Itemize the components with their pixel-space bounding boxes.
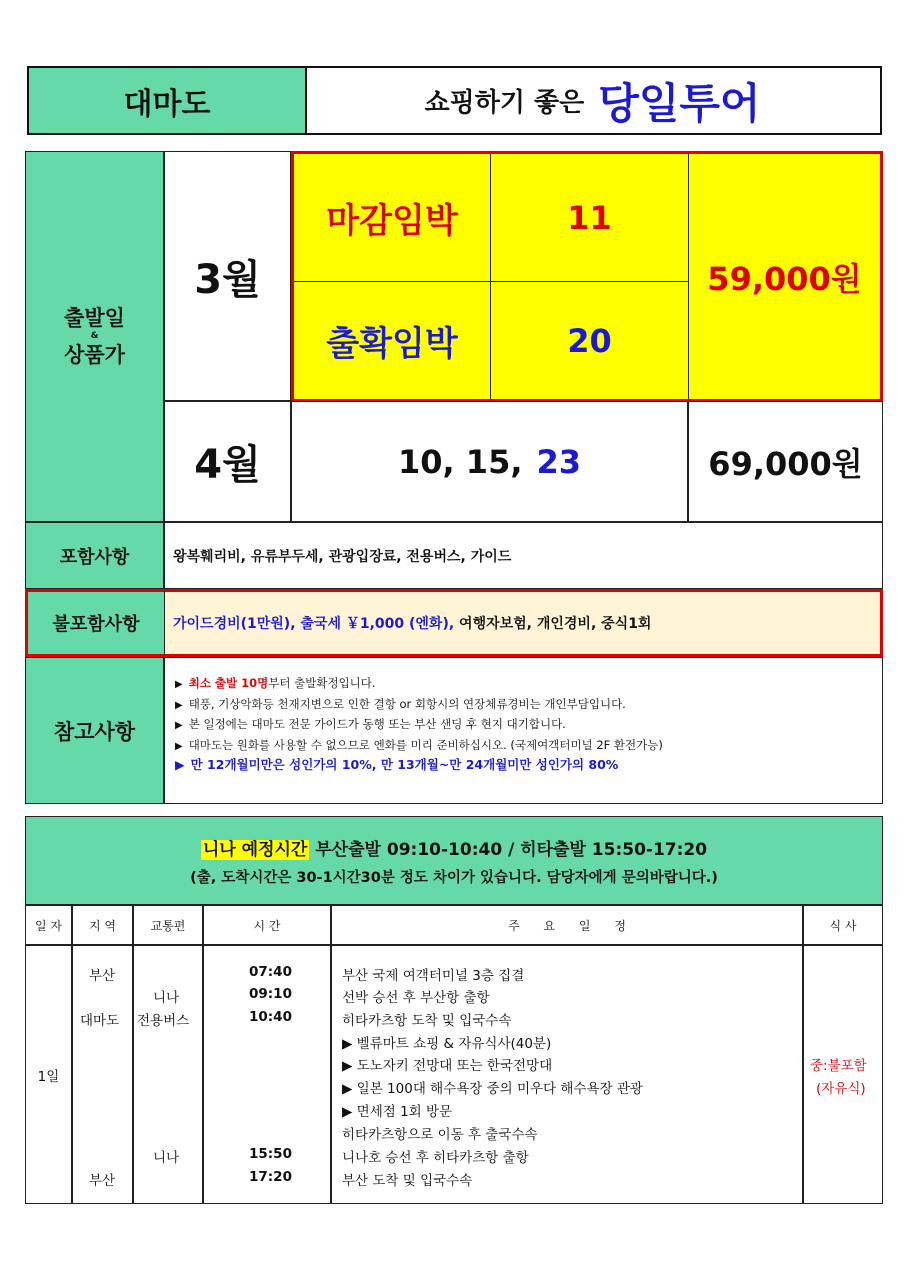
- bullet-icon: ▶: [175, 699, 183, 711]
- col-header-time: 시 간: [203, 905, 331, 945]
- notes-list: [164, 657, 883, 804]
- april-month: [164, 401, 291, 522]
- region-item: 부산: [89, 1173, 116, 1189]
- notes-label: [25, 657, 164, 804]
- schedule-times-text: 부산출발 09:10-10:40 / 히타출발 15:50-17:20: [309, 839, 708, 860]
- col-header-transport: 교통편: [133, 905, 203, 945]
- included-label-text: 포함사항: [59, 546, 130, 568]
- day-value: 1일: [37, 1068, 60, 1085]
- tagline-accent: 당일투어: [598, 78, 761, 128]
- note-item-text: 부터 출발확정입니다.: [268, 676, 376, 690]
- schedule-times: [201, 835, 707, 860]
- april-price: [688, 401, 883, 522]
- schedule-disclaimer: (출, 도착시간은 30-1시간30분 정도 차이가 있습니다. 담당자에게 문의바랍니다.): [190, 869, 718, 886]
- time-cell: [203, 945, 331, 1204]
- note-infant-price: 만 12개월미만은 성인가의 10%, 만 13개월~만 24개월미만 성인가의 80%: [190, 757, 619, 772]
- march-month-label: 3월: [194, 256, 261, 303]
- note-item: [175, 756, 882, 775]
- transport-item: 니나: [153, 1150, 180, 1166]
- notes-label-text: 참고사항: [53, 719, 136, 744]
- march-month: [164, 151, 291, 401]
- note-item-text: 태풍, 기상악화등 천재지변으로 인한 결항 or 회항시의 연장체류경비는 개인부담입니다.: [188, 696, 626, 711]
- schedule-header: [25, 816, 883, 905]
- april-dates: [291, 401, 688, 522]
- col-header-itinerary: 주 요 일 정: [331, 905, 803, 945]
- note-item-text: 본 일정에는 대마도 전문 가이드가 동행 또는 부산 샌딩 후 현지 대기합니다.: [188, 717, 566, 731]
- bullet-icon: ▶: [175, 740, 183, 752]
- time-item: 10:40: [249, 1009, 292, 1025]
- closing-soon-label: 마감임박: [294, 154, 491, 282]
- bullet-icon: ▶: [175, 720, 183, 731]
- schedule-times-highlight: 니나 예정시간: [202, 839, 308, 860]
- region-item: 부산: [89, 968, 116, 984]
- itinerary-item: 부산 도착 및 입국수속: [342, 1173, 473, 1189]
- meal-cell: [803, 945, 883, 1204]
- departure-label-line2: 상품가: [64, 343, 125, 367]
- excluded-label: [25, 589, 164, 657]
- destination-label: 대마도: [123, 86, 211, 122]
- itinerary-item: ▶ 일본 100대 해수욕장 중의 미우다 해수욕장 관광: [342, 1081, 643, 1097]
- departure-label-amp: &: [90, 331, 99, 341]
- transport-cell: [133, 945, 203, 1204]
- april-dates-highlight: 23: [536, 442, 582, 481]
- itinerary-item: 부산 국제 여객터미널 3층 집결: [342, 968, 525, 984]
- destination-title: [27, 66, 307, 135]
- departure-price-label: [25, 151, 164, 522]
- transport-item: 니나: [153, 990, 180, 1006]
- confirm-soon-label: 출확임박: [294, 282, 491, 399]
- time-item: 09:10: [249, 986, 292, 1002]
- transport-item: 전용버스: [137, 1013, 190, 1029]
- excluded-value: [164, 589, 883, 657]
- time-item: 17:20: [249, 1169, 292, 1185]
- excluded-value-blue: 가이드경비(1만원), 출국세 ￥1,000 (엔화),: [173, 616, 455, 632]
- itinerary-item: ▶ 벨류마트 쇼핑 & 자유식사(40분): [342, 1036, 552, 1052]
- region-item: 대마도: [80, 1013, 120, 1029]
- region-cell: [72, 945, 133, 1204]
- bullet-icon: ▶: [175, 757, 185, 772]
- note-item-text: 대마도는 원화를 사용할 수 없으므로 엔화를 미리 준비하십시오. (국제여객터미널 2F 환전가능): [188, 737, 663, 752]
- itinerary-item: 히타카츠항으로 이동 후 출국수속: [342, 1127, 538, 1143]
- itinerary-item: 니나호 승선 후 히타카츠항 출항: [342, 1150, 529, 1166]
- note-item: [175, 715, 882, 736]
- meal-line: (자유식): [816, 1081, 866, 1097]
- tour-title: [305, 66, 882, 135]
- note-item: [175, 695, 882, 716]
- tagline: 쇼핑하기 좋은: [424, 88, 585, 118]
- itinerary-item: ▶ 면세점 1회 방문: [342, 1104, 453, 1120]
- itinerary-item: ▶ 도노자키 전망대 또는 한국전망대: [342, 1058, 553, 1074]
- itinerary-item: 히타카츠항 도착 및 입국수속: [342, 1013, 512, 1029]
- col-header-region: 지 역: [72, 905, 133, 945]
- departure-label-line1: 출발일: [64, 305, 125, 330]
- col-header-day: 일 자: [25, 905, 72, 945]
- included-value-text: 왕복훼리비, 유류부두세, 관광입장료, 전용버스, 가이드: [173, 548, 512, 565]
- note-min-pax: 최소 출발 10명: [188, 676, 269, 690]
- time-item: 07:40: [249, 964, 292, 980]
- itinerary-cell: [331, 945, 803, 1204]
- meal-line: 중:불포함: [810, 1058, 867, 1074]
- time-item: 15:50: [249, 1146, 292, 1162]
- day-cell: [25, 945, 72, 1204]
- bullet-icon: ▶: [175, 679, 183, 690]
- closing-soon-date: 11: [491, 154, 689, 282]
- april-month-label: 4월: [194, 442, 261, 488]
- march-highlight-box: [291, 151, 883, 402]
- excluded-label-text: 불포함사항: [52, 614, 140, 635]
- excluded-value-black: 여행자보험, 개인경비, 중식1회: [454, 616, 652, 632]
- april-price-value: 69,000원: [708, 444, 863, 483]
- march-price: 59,000원: [707, 259, 862, 298]
- april-dates-text: 10, 15,: [397, 442, 523, 481]
- note-item: [175, 674, 882, 695]
- included-label: [25, 522, 164, 589]
- included-value: [164, 522, 883, 589]
- confirm-soon-date: 20: [491, 282, 689, 399]
- itinerary-item: 선박 승선 후 부산항 출항: [342, 990, 490, 1006]
- note-item: [175, 736, 882, 757]
- col-header-meal: 식 사: [803, 905, 883, 945]
